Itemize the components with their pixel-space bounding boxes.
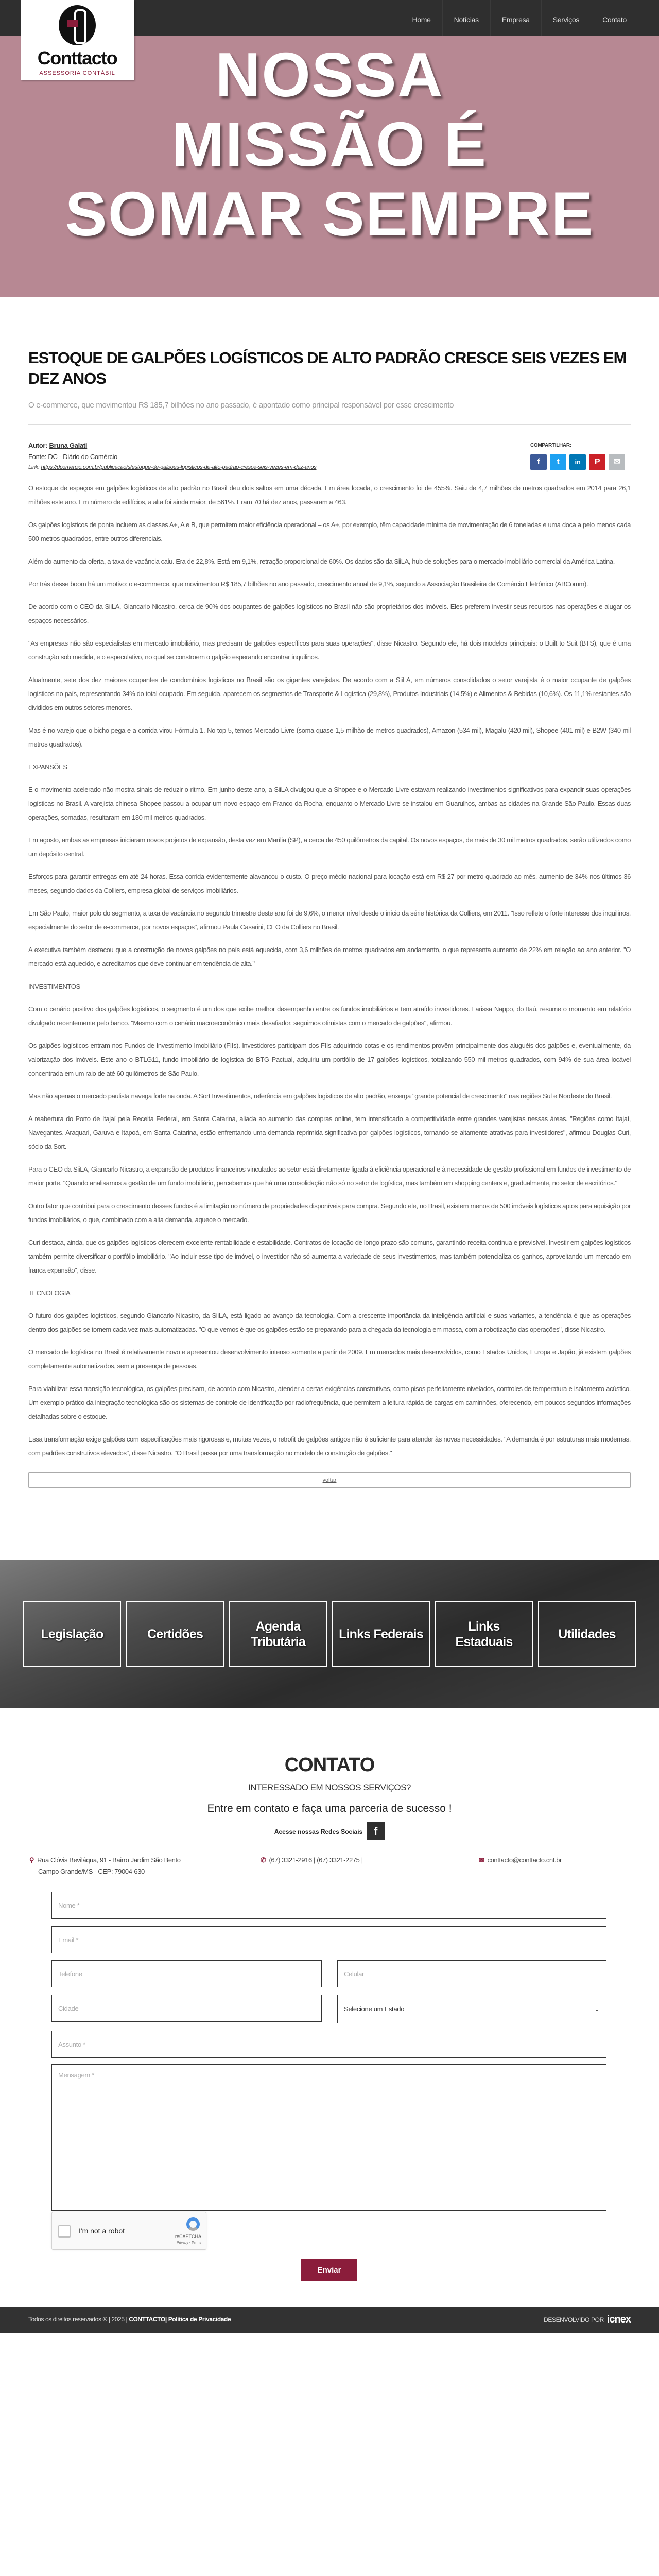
nav-empresa[interactable]: Empresa (490, 0, 541, 36)
service-utilidades[interactable]: Utilidades (538, 1601, 636, 1667)
article-paragraph: Essa transformação exige galpões com especificações mais rigorosas e, muitas vezes, o retrofit de galpões antigos não é suficiente para atender às novas necessidades. "A demanda é por estruturas mais modernas, com padrões construtivos elevados", disse Nicastro. "O Brasil passa por uma transformação no modelo de construção de galpões." (28, 1435, 631, 1457)
copyright-text: Todos os direitos reservados ® | 2025 | (28, 2316, 128, 2323)
article-subtitle: O e-commerce, que movimentou R$ 185,7 bilhões no ano passado, é apontado como principal responsável por esse crescimento (28, 401, 454, 410)
article-paragraph: Atualmente, sete dos dez maiores ocupantes de condomínios logísticos no Brasil são os gigantes varejistas. De acordo com a SiiLA, em números consolidados o setor varejista é o maior ocupante de galpões logísticos no país, representando 34% do total ocupado. Em seguida, aparecem os segmentos de Transporte & Logística (29,8%), Produtos Industriais (14,5%) e Alimentos & Bebidas (10,6%). Os 11,1% restantes são divididos em outros setores menores. (28, 676, 631, 711)
contact-email (479, 1855, 562, 1866)
recaptcha-logo-icon (186, 2217, 200, 2231)
article-paragraph: De acordo com o CEO da SiiLA, Giancarlo Nicastro, cerca de 90% dos ocupantes de galpões logísticos no Brasil não são proprietários dos imóveis. Eles preferem investir seus recursos nas operações e alugar os espaços necessários. (28, 603, 631, 624)
article-paragraph: Outro fator que contribui para o crescimento desses fundos é a limitação no número de propriedades disponíveis para compra. Segundo ele, no Brasil, existem menos de 500 imóveis logísticos aptos para aquisição por fundos imobiliários, o que, combinado com a alta demanda, aquece o mercado. (28, 1202, 631, 1224)
article-paragraph: Com o cenário positivo dos galpões logísticos, o segmento é um dos que exibe melhor desempenho entre os fundos imobiliários e tem atraído investidores. Larissa Nappo, do Itaú, resume o momento em relatório divulgado recentemente pelo banco. "Mesmo com o cenário macroeconômico mais desafiador, seguimos otimistas com o mercado de galpões", afirmou. (28, 1005, 631, 1027)
article-paragraph: "As empresas não são especialistas em mercado imobiliário, mas precisam de galpões específicos para suas operações", disse Nicastro. Segundo ele, há dois modelos principais: o Built to Suit (BTS), que é uma construção sob medida, e o especulativo, no qual se constroem o galpão esperando encontrar inquilinos. (28, 639, 631, 661)
twitter-icon[interactable]: t (550, 454, 566, 470)
service-certidoes[interactable]: Certidões (126, 1601, 224, 1667)
article-paragraph: Para o CEO da SiiLA, Giancarlo Nicastro, a expansão de produtos financeiros vinculados ao setor está diretamente ligada à eficiência operacional e à necessidade de gestão profissional em fundos de investimento de maior porte. "Quando analisamos a gestão de um fundo imobiliário, percebemos que há uma consolidação não só no setor de logística, mas também em shopping centers e, gradualmente, no setor de escritórios." (28, 1165, 631, 1187)
footer (0, 2307, 659, 2333)
logo-mark-icon (59, 5, 96, 45)
contact-form (51, 1892, 606, 2281)
share-label: COMPARTILHAR: (530, 443, 571, 448)
email-address[interactable]: conttacto@conttacto.cnt.br (487, 1856, 562, 1864)
chevron-down-icon: ⌄ (594, 2005, 600, 2013)
article-paragraph: E o movimento acelerado não mostra sinais de reduzir o ritmo. Em junho deste ano, a SiiLA divulgou que a Shopee e o Mercado Livre estavam realizando investimentos significativos para expandir suas operações logísticas no Brasil. A varejista chinesa Shopee passou a ocupar um novo espaço em Franco da Rocha, enquanto o Mercado Livre se instalou em Guarulhos, ambas as cidades na Grande São Paulo. Essas duas operações, somadas, resultaram em 180 mil metros quadrados. (28, 786, 631, 821)
article-paragraph: O mercado de logística no Brasil é relativamente novo e apresentou desenvolvimento intenso somente a partir de 2009. Em mercados mais desenvolvidos, como Estados Unidos, Europa e Japão, já existem galpões completamente automatizados, sem a presença de pessoas. (28, 1348, 631, 1370)
article-paragraph: Os galpões logísticos de ponta incluem as classes A+, A e B, que permitem maior eficiência operacional – os A+, por exemplo, têm capacidade mínima de movimentação de 6 toneladas e uma doca a pelo menos cada 500 metros quadrados, entre outros diferenciais. (28, 521, 631, 543)
article-body (28, 481, 631, 1460)
submit-button[interactable]: Enviar (301, 2259, 357, 2281)
phone-numbers: (67) 3321-2916 | (67) 3321-2275 | (269, 1856, 363, 1864)
article-paragraph: Em São Paulo, maior polo do segmento, a taxa de vacância no segundo trimestre deste ano foi de 9,6%, o menor nível desde o início da série histórica da Colliers, em 2011. "Isso reflete o forte interesse dos inquilinos, especialmente do setor de e-commerce, por novos espaços", afirmou Paula Casarini, CEO da Colliers no Brasil. (28, 909, 631, 931)
source-label: Fonte: (28, 453, 47, 461)
privacy-link[interactable]: | Política de Privacidade (165, 2316, 231, 2323)
article-paragraph: Os galpões logísticos entram nos Fundos de Investimento Imobiliário (FIIs). Investidores participam dos FIIs adquirindo cotas e os rendimentos provêm principalmente dos aluguéis dos galpões e, eventualmente, da valorização dos imóveis. Este ano o BTLG11, fundo imobiliário de logística do BTG Pactual, adquiriu um portfólio de 17 galpões logísticos, totalizando 550 mil metros quadrados, com 94% de sua área locável concentrada em um raio de até 60 quilômetros de São Paulo. (28, 1042, 631, 1077)
divider (28, 424, 631, 425)
article-source-url[interactable]: https://dcomercio.com.br/publicacao/s/estoque-de-galpoes-logisticos-de-alto-padrao-cresce-seis-vezes-em-dez-anos (41, 464, 317, 470)
section-heading: TECNOLOGIA (28, 1289, 71, 1297)
source-link[interactable]: DC - Diário do Comércio (48, 453, 118, 461)
article-paragraph: Para viabilizar essa transição tecnológica, os galpões precisam, de acordo com Nicastro, atender a certas exigências construtivas, como pisos perfeitamente nivelados, controles de temperatura e isolamento acústico. Um exemplo prático da integração tecnológica são os sistemas de controle de identificação por radiofrequência, que permitem a leitura rápida de cargas em caminhões, oferecendo, em poucos segundos informações detalhadas sobre o estoque. (28, 1385, 631, 1420)
article-title: ESTOQUE DE GALPÕES LOGÍSTICOS DE ALTO PADRÃO CRESCE SEIS VEZES EM DEZ ANOS (28, 349, 627, 387)
recaptcha-checkbox[interactable] (58, 2225, 71, 2238)
back-button[interactable]: voltar (28, 1472, 631, 1488)
message-textarea[interactable]: Mensagem * (51, 2064, 606, 2211)
contact-phones (261, 1855, 363, 1866)
service-agenda-tributaria[interactable]: Agenda Tributária (229, 1601, 327, 1667)
services-banner (0, 1560, 659, 1708)
link-label: Link: (28, 464, 40, 470)
article-paragraph: Além do aumento da oferta, a taxa de vacância caiu. Era de 22,8%. Está em 9,1%, retração proporcional de 60%. Os dados são da SiiLA, hub de soluções para o mercado imobiliário comercial da América Latina. (28, 557, 615, 565)
phone-input[interactable]: Telefone (51, 1960, 322, 1987)
article-paragraph: Mas não apenas o mercado paulista navega forte na onda. A Sort Investimentos, referência em galpões logísticos de alto padrão, enxerga "grande potencial de crescimento" nas regiões Sul e Nordeste do Brasil. (28, 1092, 612, 1100)
name-input[interactable]: Nome * (51, 1892, 606, 1919)
map-pin-icon: ⚲ (29, 1856, 34, 1864)
address-line1: Rua Clóvis Beviláqua, 91 - Bairro Jardim São Bento (37, 1856, 181, 1864)
nav-contato[interactable]: Contato (591, 0, 638, 36)
article-paragraph: A reabertura do Porto de Itajaí pela Receita Federal, em Santa Catarina, aliada ao aumento das compras online, tem intensificado a competitividade entre grandes varejistas nessas áreas. "Regiões como Itajaí, Navegantes, Araquari, Garuva e Itapoá, em Santa Catarina, estão enfrentando uma demanda reprimida significativa por galpões logísticos, tornando-se altamente atrativas para investidores", afirmou Douglas Curi, sócio da Sort. (28, 1115, 631, 1150)
nav-noticias[interactable]: Notícias (442, 0, 490, 36)
article-paragraph: O futuro dos galpões logísticos, segundo Giancarlo Nicastro, da SiiLA, está ligado ao avanço da tecnologia. Com a crescente importância da inteligência artificial e suas variantes, a tendência é que as operações dentro dos galpões se tornem cada vez mais automatizadas. "O que vemos é que os galpões estão se preparando para a chegada da tecnologia em massa, com a robotização das operações", disse Nicastro. (28, 1312, 631, 1333)
logo-tagline: ASSESSORIA CONTÁBIL (39, 70, 115, 76)
service-links-estaduais[interactable]: Links Estaduais (435, 1601, 533, 1667)
linkedin-icon[interactable]: in (569, 454, 586, 470)
contact-title: CONTATO (284, 1754, 375, 1776)
state-select[interactable] (337, 1995, 606, 2023)
recaptcha-brand: reCAPTCHA (175, 2234, 201, 2239)
contact-address (29, 1855, 181, 1877)
phone-icon: ✆ (261, 1856, 266, 1864)
developed-by-label: DESENVOLVIDO POR (544, 2316, 604, 2324)
facebook-icon[interactable]: f (530, 454, 547, 470)
subject-input[interactable]: Assunto * (51, 2031, 606, 2058)
recaptcha-label: I'm not a robot (79, 2227, 125, 2235)
news-article (28, 348, 631, 1488)
contact-question: INTERESSADO EM NOSSOS SERVIÇOS? (248, 1783, 411, 1792)
article-paragraph: O estoque de espaços em galpões logísticos de alto padrão no Brasil deu dois saltos em uma década. Em área locada, o crescimento foi de 455%. Saiu de 4,7 milhões de metros quadrados em 2014 para 26,1 milhões este ano. Em número de edifícios, a alta foi ainda maior, de 561%. Eram 70 há dez anos, passaram a 463. (28, 484, 631, 506)
service-legislacao[interactable]: Legislação (23, 1601, 121, 1667)
developer-logo[interactable]: icnex (606, 2314, 631, 2325)
article-paragraph: Por trás desse boom há um motivo: o e-commerce, que movimentou R$ 185,7 bilhões no ano passado, crescimento anual de 9,1%, segundo a Associação Brasileira de Comércio Eletrônico (ABComm). (28, 580, 588, 588)
author-link[interactable]: Bruna Galati (49, 442, 88, 449)
contact-info-row (0, 1855, 659, 1878)
footer-company: CONTTACTO (129, 2316, 165, 2323)
logo-name: Conttacto (37, 47, 117, 69)
mobile-input[interactable]: Celular (337, 1960, 606, 1987)
recaptcha-widget (51, 2212, 206, 2250)
contact-tagline: Entre em contato e faça uma parceria de sucesso ! (207, 1803, 452, 1815)
article-meta (28, 440, 631, 471)
section-heading: INVESTIMENTOS (28, 982, 80, 990)
site-logo[interactable] (21, 0, 134, 80)
hero-line: SOMAR SEMPRE (65, 179, 594, 249)
recaptcha-links[interactable]: Privacy - Terms (176, 2241, 201, 2245)
section-heading: EXPANSÕES (28, 763, 67, 771)
service-links-federais[interactable]: Links Federais (332, 1601, 430, 1667)
article-paragraph: Esforços para garantir entregas em até 24 horas. Essa corrida evidentemente alavancou o custo. O preço médio nacional para locação está em R$ 27 por metro quadrado ao mês, aumento de 34% nos últimos 36 meses, segundo dados da Colliers, empresa global de serviços imobiliários. (28, 873, 631, 894)
envelope-icon: ✉ (479, 1856, 484, 1864)
article-paragraph: Mas é no varejo que o bicho pega e a corrida virou Fórmula 1. No top 5, temos Mercado Livre (soma quase 1,5 milhão de metros quadrados), Amazon (534 mil), Magalu (420 mil), Shopee (401 mil) e B2W (340 mil metros quadrados). (28, 726, 631, 748)
article-paragraph: Curi destaca, ainda, que os galpões logísticos oferecem excelente rentabilidade e estabilidade. Contratos de locação de longo prazo são comuns, garantindo receita contínua e previsível. Investir em galpões logísticos também permite diversificar o portfólio imobiliário. "Ao incluir esse tipo de imóvel, o investidor não só aumenta a variedade de seus investimentos, mas também potencializa os ganhos, aproveitando um mercado em franca expansão", disse. (28, 1239, 631, 1274)
main-menu (401, 0, 639, 36)
address-line2: Campo Grande/MS - CEP: 79004-630 (38, 1868, 145, 1875)
email-icon[interactable]: ✉ (609, 454, 625, 470)
nav-servicos[interactable]: Serviços (541, 0, 591, 36)
hero-line: NOSSA (215, 40, 444, 110)
share-box (530, 440, 631, 470)
article-paragraph: A executiva também destacou que a construção de novos galpões no país está aquecida, com 3,6 milhões de metros quadrados em andamento, o que representa aumento de 22% em relação ao ano anterior. "O mercado está aquecido, e acreditamos que deve continuar em tendência de alta." (28, 946, 631, 968)
facebook-icon[interactable]: f (367, 1822, 385, 1840)
nav-home[interactable]: Home (401, 0, 442, 36)
social-label: Acesse nossas Redes Sociais (274, 1827, 363, 1835)
city-input[interactable]: Cidade (51, 1995, 322, 2022)
contact-section (0, 1708, 659, 1840)
author-label: Autor: (28, 442, 48, 449)
hero-line: MISSÃO É (171, 109, 488, 179)
article-paragraph: Em agosto, ambas as empresas iniciaram novos projetos de expansão, desta vez em Marília (SP), a cerca de 450 quilômetros da capital. Os novos espaços, de mais de 30 mil metros quadrados, serão utilizados como um depósito central. (28, 836, 631, 858)
state-select-value: Selecione um Estado (344, 2005, 405, 2013)
email-input[interactable]: Email * (51, 1926, 606, 1953)
pinterest-icon[interactable]: P (589, 454, 605, 470)
